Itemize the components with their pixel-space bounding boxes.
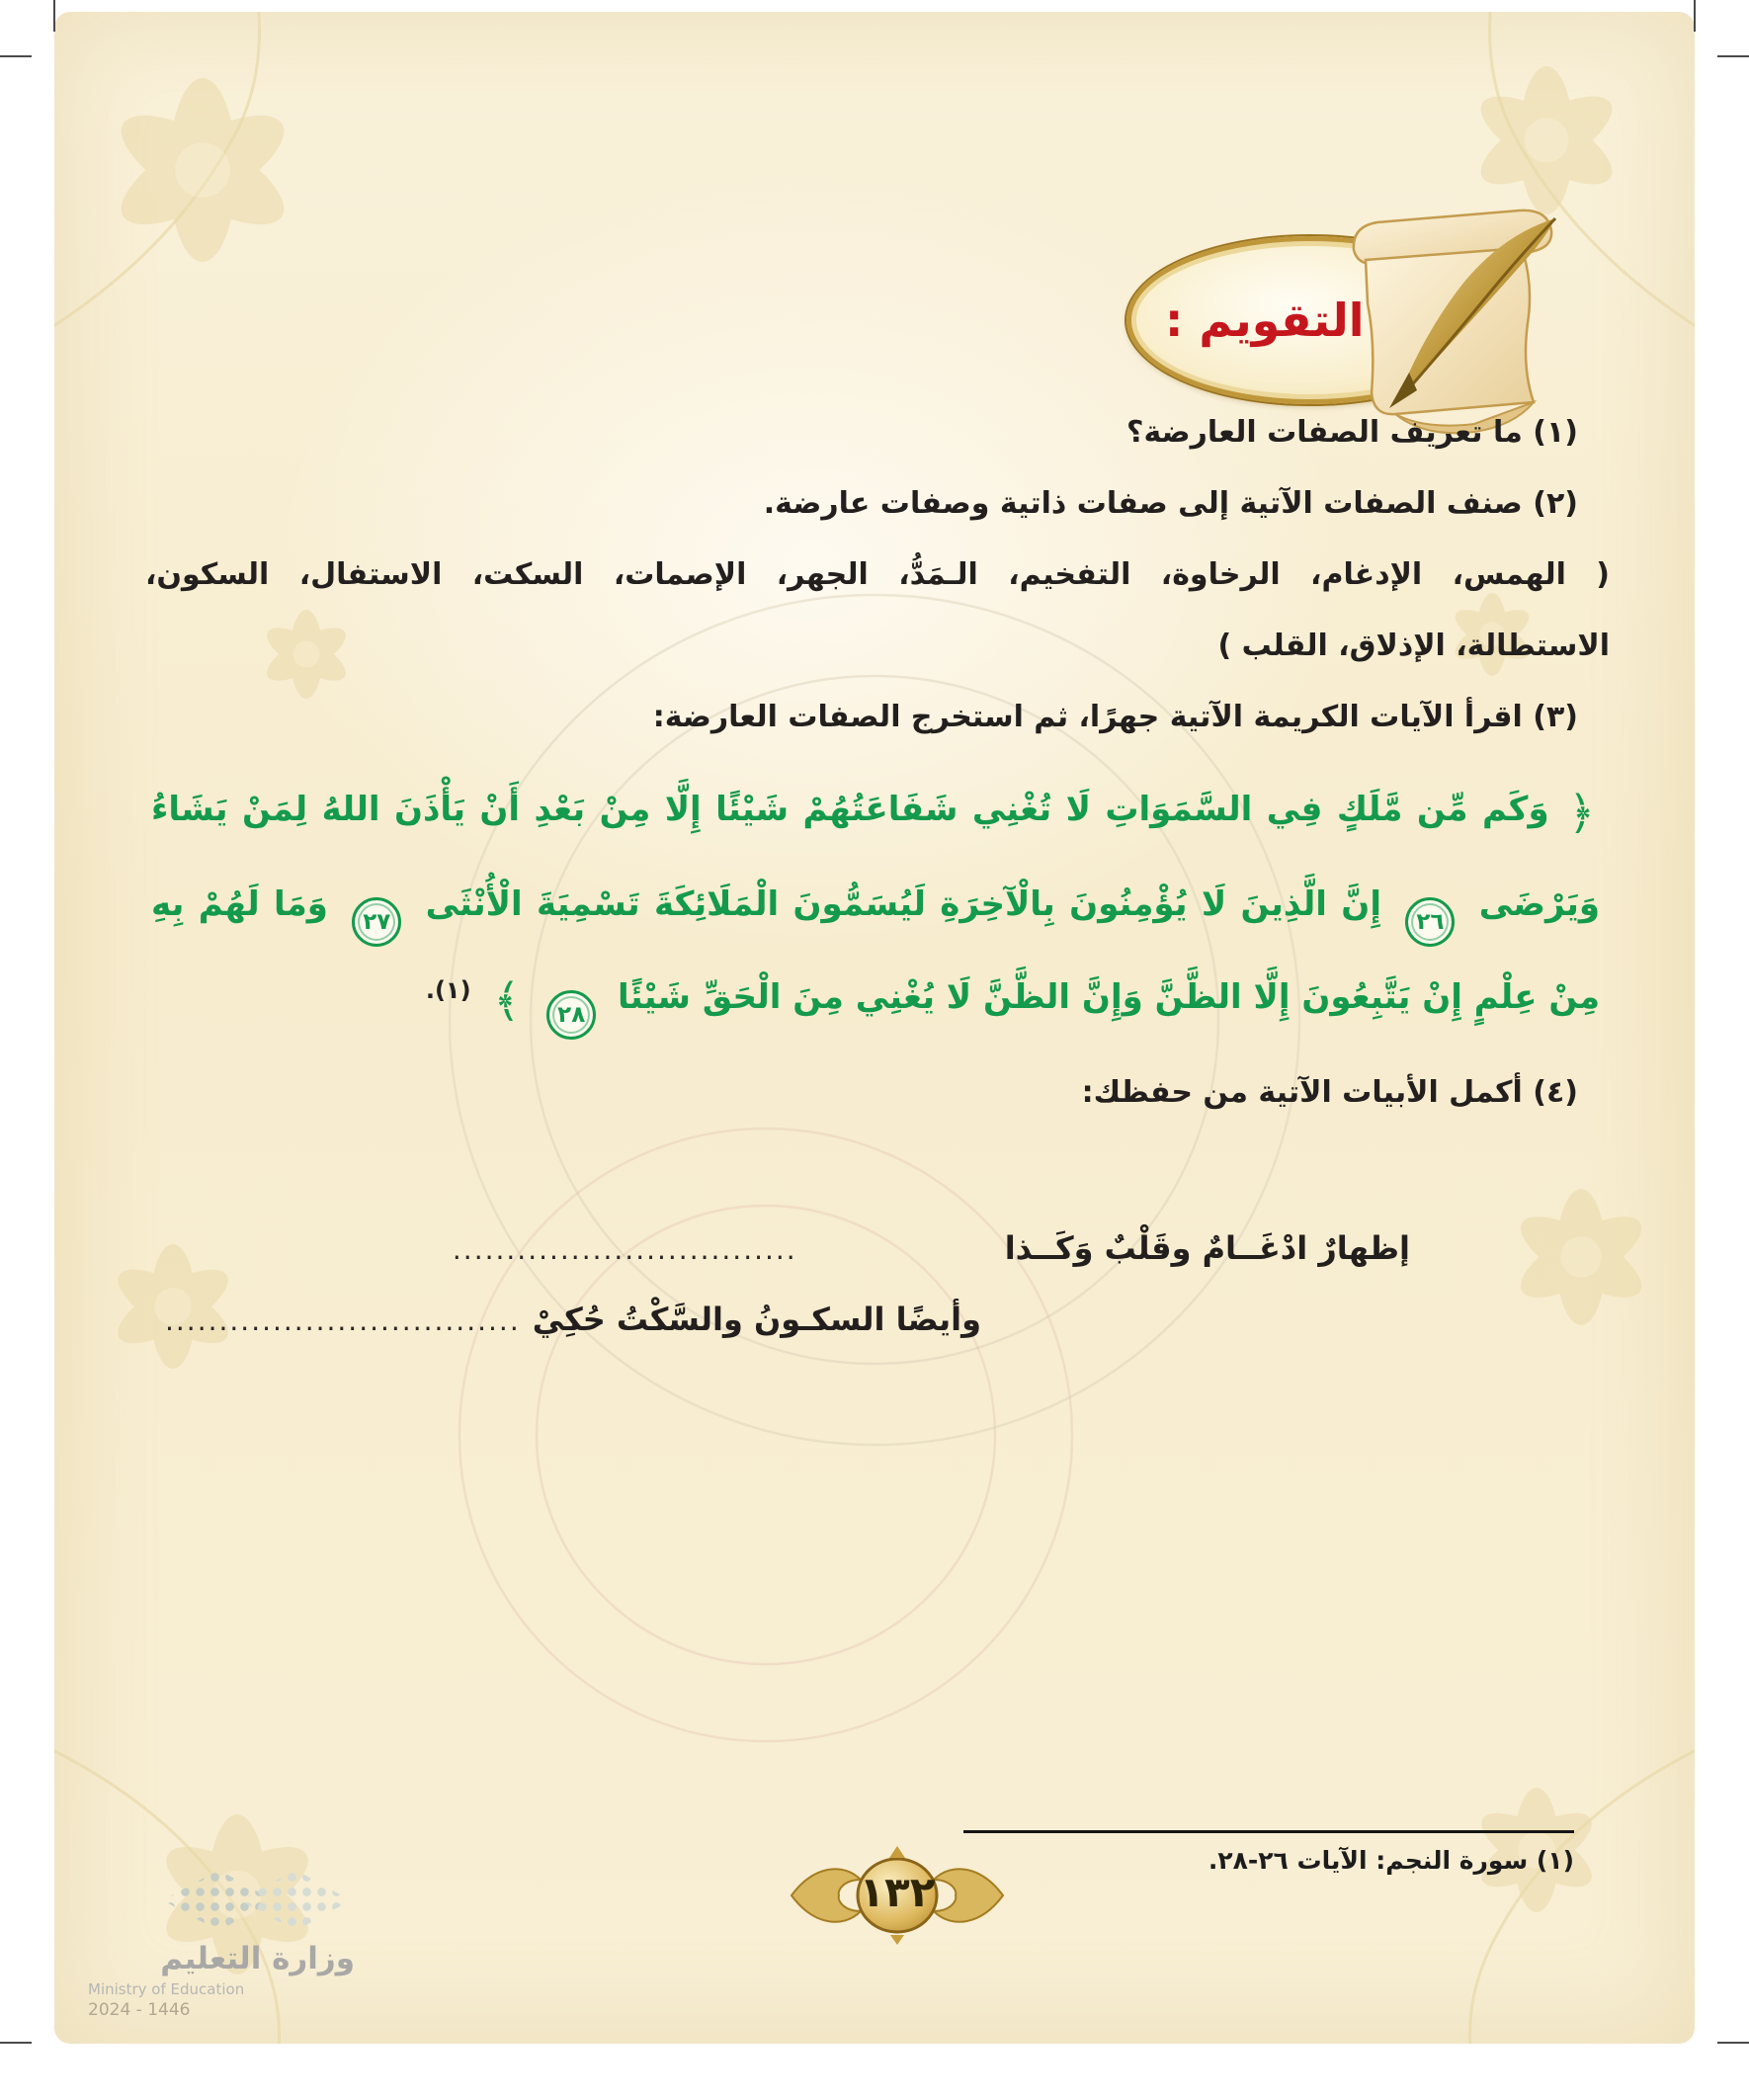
poetry-line-2-blank: ................................. xyxy=(165,1304,521,1337)
attributes-list-line-1: ( الهمس، الإدغام، الرخاوة، التفخيم، الـمَدُّ، الجهر، الإصمات، السكت، الاستفال، السكون، xyxy=(145,557,1610,592)
question-2 xyxy=(764,482,1578,526)
ministry-name-arabic: وزارة التعليم xyxy=(160,1941,355,1976)
quran-close-bracket: ﴾ xyxy=(493,973,521,1028)
quran-text-verse-28: وَمَا لَهُمْ بِهِ مِنْ عِلْمٍ إِنْ يَتَّبِعُونَ إِلَّا الظَّنَّ وَإِنَّ الظَّنَّ لَا يُغْنِي مِنَ الْحَقِّ شَيْئًا xyxy=(151,884,1600,1018)
ministry-name-english: Ministry of Education xyxy=(88,1980,245,1998)
question-1 xyxy=(1126,411,1578,455)
crop-mark-top-right-h xyxy=(1717,55,1749,57)
ministry-logo-block xyxy=(88,1870,355,2020)
ministry-years: 2024 - 1446 xyxy=(88,2000,191,2020)
crop-mark-bottom-left-h xyxy=(0,2042,32,2044)
question-4 xyxy=(1082,1071,1578,1115)
ministry-of-education-logo xyxy=(163,1870,351,1931)
page-number: ١٣٢ xyxy=(859,1868,936,1916)
ayah-number-28: ٢٨ xyxy=(557,1002,586,1029)
footnote-reference-mark: (١). xyxy=(425,976,471,1005)
crop-mark-top-left-v xyxy=(53,0,55,32)
crop-mark-bottom-right-h xyxy=(1717,2042,1749,2044)
ayah-number-27: ٢٧ xyxy=(363,909,391,936)
question-1-text: ما تعريف الصفات العارضة؟ xyxy=(1126,415,1523,450)
crop-mark-top-left-h xyxy=(0,55,32,57)
attributes-list-line-2: الاستطالة، الإذلاق، القلب ) xyxy=(1217,629,1610,663)
evaluation-header xyxy=(1117,214,1591,442)
poetry-line-2 xyxy=(165,1301,981,1338)
textbook-page xyxy=(54,12,1695,2044)
poetry-line-2-text: وأيضًا السكـونُ والسَّكْتُ حُكِيْ xyxy=(532,1301,981,1338)
question-3-number: (٣) xyxy=(1533,700,1578,734)
ayah-number-26: ٢٦ xyxy=(1416,909,1445,936)
page-number-ornament xyxy=(784,1838,1011,1952)
footnote-divider xyxy=(963,1830,1574,1833)
ayah-marker-26 xyxy=(1405,897,1455,947)
poetry-line-1-text: إظهارٌ ادْغَــامٌ وقَلْبٌ وَكَــذا xyxy=(1004,1229,1410,1267)
ayah-marker-28 xyxy=(546,990,596,1040)
page-content xyxy=(54,12,1695,2044)
quran-text-verse-26: وَكَم مِّن مَّلَكٍ فِي السَّمَوَاتِ لَا تُغْنِي شَفَاعَتُهُمْ شَيْئًا إِلَّا مِنْ بَعْدِ أَنْ يَأْذَنَ اللهُ لِمَنْ يَشَاءُ وَيَرْضَى xyxy=(151,790,1601,925)
quran-text-verse-27: إِنَّ الَّذِينَ لَا يُؤْمِنُونَ بِالْآخِرَةِ لَيُسَمُّونَ الْمَلَائِكَةَ تَسْمِيَةَ الْأُنْثَى xyxy=(425,884,1381,925)
question-3-text: اقرأ الآيات الكريمة الآتية جهرًا، ثم استخرج الصفات العارضة: xyxy=(652,700,1523,734)
question-4-text: أكمل الأبيات الآتية من حفظك: xyxy=(1081,1075,1523,1110)
quran-open-bracket: ﴿ xyxy=(1568,786,1596,839)
poetry-line-1 xyxy=(453,1229,1410,1267)
question-2-number: (٢) xyxy=(1533,486,1578,521)
footnote-text: (١) سورة النجم: الآيات ٢٦-٢٨. xyxy=(1208,1846,1574,1875)
logo-dot-diamond-right xyxy=(240,1870,351,1931)
poetry-line-1-blank: ................................ xyxy=(452,1233,797,1266)
ayah-marker-27 xyxy=(352,897,401,947)
question-1-number: (١) xyxy=(1533,415,1578,450)
quran-verses-block xyxy=(151,759,1600,1053)
quill-and-scroll-icon xyxy=(1324,203,1576,440)
question-4-number: (٤) xyxy=(1533,1075,1578,1110)
evaluation-title: التقويم : xyxy=(1165,294,1365,347)
question-2-text: صنف الصفات الآتية إلى صفات ذاتية وصفات عارضة. xyxy=(763,486,1523,521)
crop-mark-top-right-v xyxy=(1694,0,1696,32)
question-3 xyxy=(653,696,1578,739)
